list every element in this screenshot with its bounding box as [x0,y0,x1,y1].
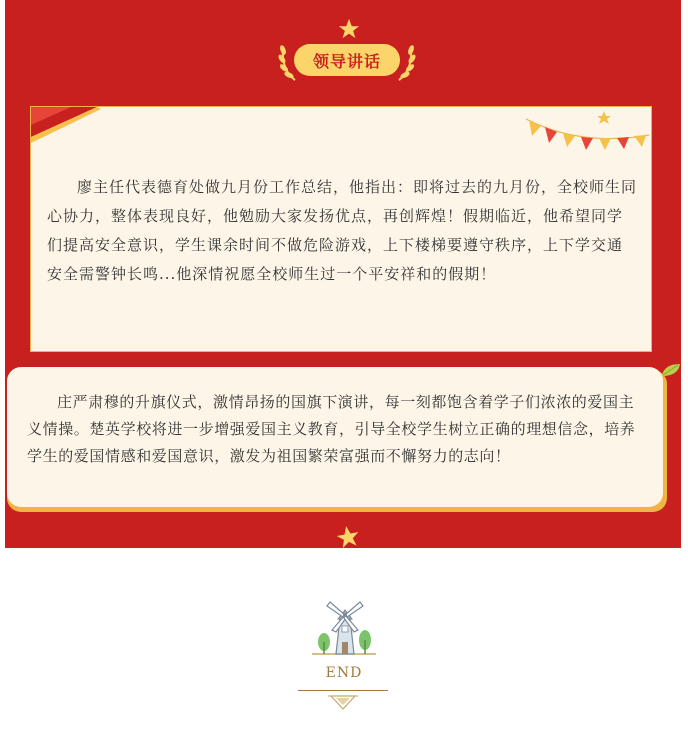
ribbon-corner-icon [31,107,101,147]
speech-card [30,106,652,352]
end-divider [298,690,388,691]
star-icon [338,18,360,40]
laurel-icon [395,40,417,82]
closing-card [7,367,663,507]
end-label: END [325,665,363,681]
ornament-icon [328,694,358,710]
section-title [277,40,417,82]
star-icon [336,525,360,549]
section-title-label: 领导讲话 [294,44,400,76]
bunting-icon [521,109,651,159]
closing-paragraph: 庄严肃穆的升旗仪式，激情昂扬的国旗下演讲，每一刻都饱含着学子们浓浓的爱国主义情操。楚英学校将进一步增强爱国主义教育，引导全校学生树立正确的理想信念，培养学生的爱国情感和爱国意识，激发为祖国繁荣富强而不懈努力的志向！ [27,393,636,465]
windmill-icon [310,598,378,656]
leaf-icon [660,362,682,378]
speech-paragraph: 廖主任代表德育处做九月份工作总结，他指出：即将过去的九月份，全校师生同心协力，整体表现良好，他勉励大家发扬优点，再创辉煌！假期临近，他希望同学们提高安全意识，学生课余时间不做危险游戏，上下楼梯要遵守秩序，上下学交通安全需警钟长鸣...他深情祝愿全校师生过一个平安祥和的假期！ [47,178,638,283]
